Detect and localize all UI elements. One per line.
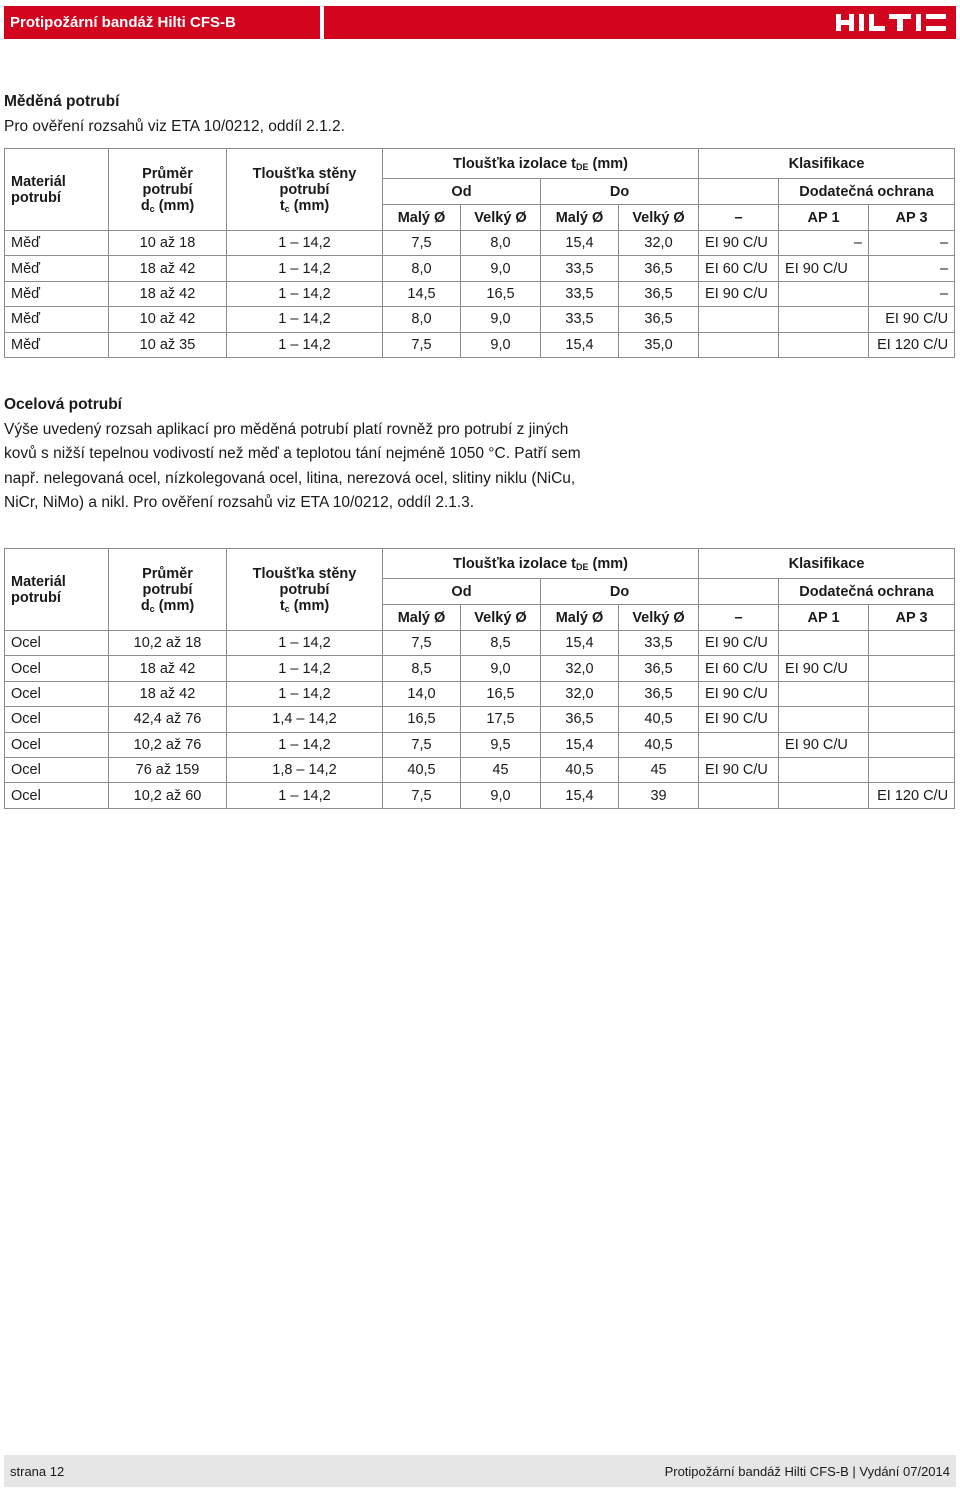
no-protection-header: –: [699, 605, 779, 631]
ap1-header: AP 1: [779, 205, 869, 231]
table-cell: 8,0: [383, 256, 461, 281]
steel-table-header: [5, 549, 955, 631]
copper-heading: Měděná potrubí: [4, 93, 120, 110]
table-cell: 18 až 42: [109, 281, 227, 306]
to-header: Do: [541, 179, 699, 205]
table-cell: 18 až 42: [109, 656, 227, 681]
table-cell: 9,5: [461, 732, 541, 757]
large-dia-header: Velký Ø: [619, 205, 699, 231]
steel-heading: Ocelová potrubí: [4, 396, 122, 413]
table-cell: 1,8 – 14,2: [227, 757, 383, 782]
table-cell: [779, 631, 869, 656]
table-cell: 36,5: [619, 256, 699, 281]
table-cell: 33,5: [541, 281, 619, 306]
table-row: [5, 757, 955, 782]
table-cell: 36,5: [619, 681, 699, 706]
table-cell: [699, 783, 779, 808]
table-cell: EI 120 C/U: [869, 783, 955, 808]
table-cell: 9,0: [461, 256, 541, 281]
table-cell: 1 – 14,2: [227, 332, 383, 357]
extra-protection-header: Dodatečná ochrana: [779, 179, 955, 205]
table-cell: 16,5: [383, 707, 461, 732]
steel-table: [4, 548, 955, 809]
small-dia-header: Malý Ø: [383, 205, 461, 231]
table-cell: EI 90 C/U: [779, 256, 869, 281]
table-cell: 32,0: [541, 656, 619, 681]
diameter-header: Průměr potrubí $d_c$ (mm): [109, 549, 227, 631]
table-cell: 9,0: [461, 656, 541, 681]
large-dia-header: Velký Ø: [619, 605, 699, 631]
table-cell: Ocel: [5, 707, 109, 732]
table-cell: 7,5: [383, 332, 461, 357]
footer-document-info: Protipožární bandáž Hilti CFS-B | Vydání 07/2014: [664, 1463, 950, 1479]
steel-paragraph-line: kovů s nižší tepelnou vodivostí než měď a teplotou tání nejméně 1050 °C. Patří sem: [4, 445, 581, 462]
table-cell: 7,5: [383, 732, 461, 757]
table-cell: 36,5: [619, 281, 699, 306]
table-cell: 14,5: [383, 281, 461, 306]
steel-section: [4, 393, 944, 516]
material-header: Materiál potrubí: [5, 149, 109, 231]
table-cell: 1 – 14,2: [227, 732, 383, 757]
table-cell: [869, 732, 955, 757]
table-cell: 10,2 až 76: [109, 732, 227, 757]
page-footer: [4, 1455, 956, 1487]
table-cell: Ocel: [5, 732, 109, 757]
table-cell: Ocel: [5, 681, 109, 706]
table-cell: 9,0: [461, 307, 541, 332]
document-title: Protipožární bandáž Hilti CFS-B: [4, 6, 320, 39]
table-row: [5, 656, 955, 681]
table-cell: EI 90 C/U: [699, 231, 779, 256]
table-cell: Měď: [5, 307, 109, 332]
table-cell: [779, 681, 869, 706]
table-cell: 1 – 14,2: [227, 681, 383, 706]
table-cell: 14,0: [383, 681, 461, 706]
table-cell: –: [869, 281, 955, 306]
copper-section: [4, 90, 944, 139]
small-dia-header: Malý Ø: [383, 605, 461, 631]
table-cell: 18 až 42: [109, 681, 227, 706]
table-cell: 32,0: [541, 681, 619, 706]
table-cell: [779, 307, 869, 332]
wall-header: Tloušťka stěny potrubí $t_c$ (mm): [227, 149, 383, 231]
table-cell: 10 až 35: [109, 332, 227, 357]
table-cell: 8,0: [461, 231, 541, 256]
table-cell: 7,5: [383, 231, 461, 256]
large-dia-header: Velký Ø: [461, 205, 541, 231]
brand-bar: [324, 6, 956, 39]
table-cell: 18 až 42: [109, 256, 227, 281]
table-row: [5, 231, 955, 256]
table-cell: Ocel: [5, 757, 109, 782]
table-cell: 40,5: [619, 732, 699, 757]
table-cell: Měď: [5, 231, 109, 256]
table-cell: 36,5: [619, 307, 699, 332]
table-cell: 8,0: [383, 307, 461, 332]
table-cell: 1 – 14,2: [227, 307, 383, 332]
table-cell: EI 120 C/U: [869, 332, 955, 357]
table-cell: 15,4: [541, 732, 619, 757]
table-cell: 17,5: [461, 707, 541, 732]
classification-header: Klasifikace: [699, 149, 955, 179]
table-cell: EI 90 C/U: [779, 732, 869, 757]
table-cell: [699, 332, 779, 357]
material-header: Materiál potrubí: [5, 549, 109, 631]
table-cell: EI 90 C/U: [699, 631, 779, 656]
table-cell: EI 90 C/U: [699, 757, 779, 782]
table-cell: –: [869, 231, 955, 256]
table-cell: Měď: [5, 256, 109, 281]
insulation-header: Tloušťka izolace $t_{DE}$ (mm): [383, 149, 699, 179]
table-cell: 36,5: [619, 656, 699, 681]
table-cell: [699, 732, 779, 757]
table-cell: 10,2 až 60: [109, 783, 227, 808]
table-cell: [779, 281, 869, 306]
table-cell: 35,0: [619, 332, 699, 357]
to-header: Do: [541, 579, 699, 605]
diameter-header: Průměr potrubí $d_c$ (mm): [109, 149, 227, 231]
table-row: [5, 256, 955, 281]
table-cell: EI 60 C/U: [699, 256, 779, 281]
table-cell: [779, 783, 869, 808]
table-cell: [869, 631, 955, 656]
table-cell: EI 90 C/U: [699, 707, 779, 732]
table-cell: Ocel: [5, 656, 109, 681]
table-cell: 15,4: [541, 783, 619, 808]
small-dia-header: Malý Ø: [541, 205, 619, 231]
table-cell: 32,0: [619, 231, 699, 256]
table-cell: 33,5: [541, 307, 619, 332]
table-cell: [869, 656, 955, 681]
table-row: [5, 631, 955, 656]
page-header: [4, 6, 956, 39]
table-row: [5, 307, 955, 332]
table-cell: 40,5: [619, 707, 699, 732]
table-cell: 1 – 14,2: [227, 281, 383, 306]
table-cell: 42,4 až 76: [109, 707, 227, 732]
table-cell: 8,5: [461, 631, 541, 656]
table-cell: 16,5: [461, 681, 541, 706]
table-cell: 9,0: [461, 332, 541, 357]
ap1-header: AP 1: [779, 605, 869, 631]
table-row: [5, 732, 955, 757]
table-cell: Ocel: [5, 783, 109, 808]
table-cell: Měď: [5, 281, 109, 306]
steel-paragraph-line: NiCr, NiMo) a nikl. Pro ověření rozsahů viz ETA 10/0212, oddíl 2.1.3.: [4, 494, 475, 511]
table-cell: 1 – 14,2: [227, 231, 383, 256]
table-cell: 1 – 14,2: [227, 656, 383, 681]
large-dia-header: Velký Ø: [461, 605, 541, 631]
table-cell: 36,5: [541, 707, 619, 732]
table-cell: [779, 757, 869, 782]
table-cell: Ocel: [5, 631, 109, 656]
table-row: [5, 681, 955, 706]
table-cell: –: [779, 231, 869, 256]
wall-header: Tloušťka stěny potrubí $t_c$ (mm): [227, 549, 383, 631]
table-cell: [869, 757, 955, 782]
table-cell: 40,5: [383, 757, 461, 782]
table-cell: EI 90 C/U: [699, 281, 779, 306]
page-number: strana 12: [10, 1463, 65, 1479]
table-cell: 45: [461, 757, 541, 782]
steel-paragraph-line: např. nelegovaná ocel, nízkolegovaná ocel, litina, nerezová ocel, slitiny niklu (NiCu,: [4, 469, 576, 487]
table-cell: 7,5: [383, 631, 461, 656]
table-cell: EI 90 C/U: [779, 656, 869, 681]
table-cell: 76 až 159: [109, 757, 227, 782]
table-row: [5, 783, 955, 808]
table-cell: 1 – 14,2: [227, 631, 383, 656]
table-cell: 10 až 18: [109, 231, 227, 256]
steel-table-body: [5, 631, 955, 809]
table-cell: 7,5: [383, 783, 461, 808]
table-cell: 1 – 14,2: [227, 256, 383, 281]
table-cell: 8,5: [383, 656, 461, 681]
table-cell: 1,4 – 14,2: [227, 707, 383, 732]
ap3-header: AP 3: [869, 605, 955, 631]
table-cell: EI 90 C/U: [869, 307, 955, 332]
extra-protection-header: Dodatečná ochrana: [779, 579, 955, 605]
table-cell: 10 až 42: [109, 307, 227, 332]
steel-paragraph-line: Výše uvedený rozsah aplikací pro měděná potrubí platí rovněž pro potrubí z jiných: [4, 420, 569, 438]
table-cell: –: [869, 256, 955, 281]
hilti-logo: [836, 14, 946, 31]
table-cell: EI 60 C/U: [699, 656, 779, 681]
table-cell: Měď: [5, 332, 109, 357]
copper-table-body: [5, 231, 955, 358]
table-cell: 45: [619, 757, 699, 782]
small-dia-header: Malý Ø: [541, 605, 619, 631]
copper-reference: Pro ověření rozsahů viz ETA 10/0212, oddíl 2.1.2.: [4, 117, 345, 135]
table-cell: 16,5: [461, 281, 541, 306]
table-cell: 33,5: [541, 256, 619, 281]
table-cell: 39: [619, 783, 699, 808]
from-header: Od: [383, 179, 541, 205]
table-cell: 9,0: [461, 783, 541, 808]
table-cell: [779, 707, 869, 732]
copper-table-header: [5, 149, 955, 231]
ap3-header: AP 3: [869, 205, 955, 231]
table-row: [5, 281, 955, 306]
copper-table: [4, 148, 955, 358]
table-cell: 1 – 14,2: [227, 783, 383, 808]
from-header: Od: [383, 579, 541, 605]
insulation-header: Tloušťka izolace $t_{DE}$ (mm): [383, 549, 699, 579]
table-row: [5, 707, 955, 732]
table-cell: [869, 681, 955, 706]
no-protection-header: –: [699, 205, 779, 231]
table-cell: EI 90 C/U: [699, 681, 779, 706]
table-cell: 15,4: [541, 332, 619, 357]
table-cell: [699, 307, 779, 332]
table-row: [5, 332, 955, 357]
table-cell: [869, 707, 955, 732]
table-cell: 33,5: [619, 631, 699, 656]
classification-header: Klasifikace: [699, 549, 955, 579]
table-cell: 10,2 až 18: [109, 631, 227, 656]
table-cell: 15,4: [541, 231, 619, 256]
table-cell: 40,5: [541, 757, 619, 782]
table-cell: 15,4: [541, 631, 619, 656]
table-cell: [779, 332, 869, 357]
